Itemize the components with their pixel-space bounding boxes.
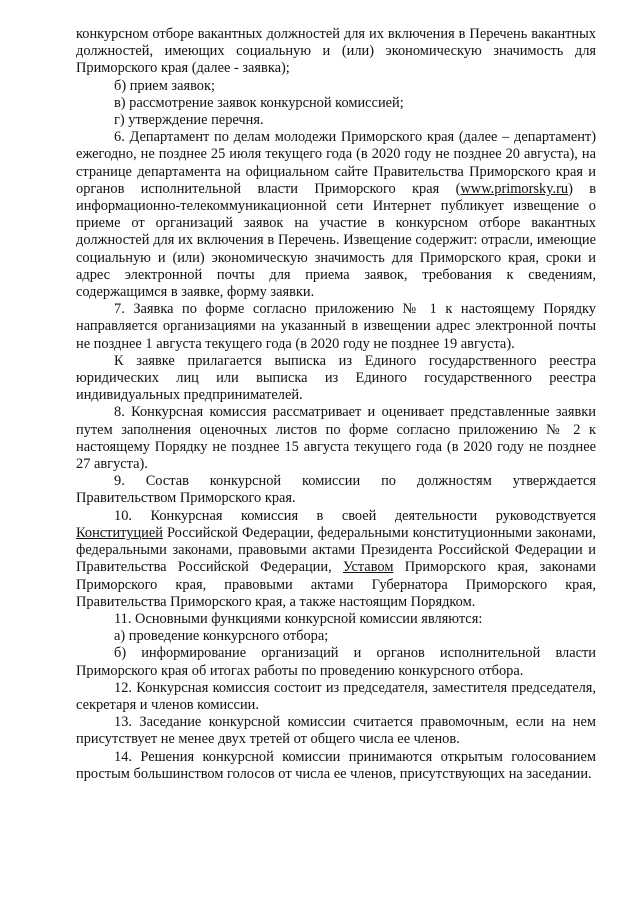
- paragraph-6-text-a: 6. Департамент по делам молодежи Приморского края (далее – департамент) ежегодно, не позднее 25 июля текущего года (в 2020 году не позднее 20 августа), на странице департамента на официальном сайте Правительства Приморского края и органов исполнительной власти Приморского края (: [76, 129, 596, 197]
- paragraph-10-text-a: 10. Конкурсная комиссия в своей деятельности руководствуется: [114, 507, 596, 524]
- paragraph-13: 13. Заседание конкурсной комиссии считается правомочным, если на нем присутствует не менее двух третей от общего числа ее членов.: [76, 714, 596, 748]
- paragraph-6: [76, 129, 596, 301]
- paragraph-7-note: К заявке прилагается выписка из Единого государственного реестра юридических лиц или выписка из Единого государственного реестра индивидуальных предпринимателей.: [76, 352, 596, 404]
- list-item-a: а) проведение конкурсного отбора;: [114, 628, 329, 645]
- paragraph-10-text-c: Приморского края, законами Приморского края, правовыми актами Губернатора Приморского края, Правительства Приморского края, а также настоящим Порядком.: [76, 559, 596, 610]
- paragraph-10: [76, 508, 596, 611]
- paragraph-6-text-b: ) в информационно-телекоммуникационной сети Интернет публикует извещение о приеме от организаций заявок на участие в конкурсном отборе вакантных должностей для их включения в Перечень. Извещение содержит: отрасли, имеющие социальную и (или) экономическую значимость для Приморского края, сроки и адрес электронной почты для приема заявок, требования к сведениям, содержащимся в заявке, форму заявки.: [76, 180, 596, 301]
- list-item-v: в) рассмотрение заявок конкурсной комиссией;: [114, 94, 404, 111]
- website-link[interactable]: www.primorsky.ru: [460, 180, 569, 197]
- paragraph-7: 7. Заявка по форме согласно приложению № 1 к настоящему Порядку направляется организациями на указанный в извещении адрес электронной почты не позднее 1 августа текущего года (в 2020 году не позднее 19 августа).: [76, 301, 596, 352]
- list-item-g: г) утверждение перечня.: [114, 112, 264, 129]
- paragraph-8: 8. Конкурсная комиссия рассматривает и оценивает представленные заявки путем заполнения оценочных листов по форме согласно приложению № 2 к настоящему Порядку не позднее 15 августа текущего года (в 2020 году не позднее 27 августа).: [76, 404, 596, 473]
- constitution-link[interactable]: Конституцией: [76, 524, 163, 541]
- paragraph-14: 14. Решения конкурсной комиссии принимаются открытым голосованием простым большинством голосов от числа ее членов, присутствующих на заседании.: [76, 748, 596, 782]
- list-item-b2: б) информирование организаций и органов исполнительной власти Приморского края об итогах работы по проведению конкурсного отбора.: [76, 645, 596, 679]
- paragraph-12: 12. Конкурсная комиссия состоит из председателя, заместителя председателя, секретаря и членов комиссии.: [76, 679, 596, 713]
- charter-link[interactable]: Уставом: [343, 559, 394, 576]
- paragraph: конкурсном отборе вакантных должностей для их включения в Перечень вакантных должностей, имеющих социальную и (или) экономическую значимость для Приморского края (далее - заявка);: [76, 26, 596, 77]
- paragraph-11: 11. Основными функциями конкурсной комиссии являются:: [114, 610, 483, 627]
- document-page: [76, 26, 596, 783]
- list-item-b: б) прием заявок;: [114, 77, 215, 94]
- paragraph-10-text-b: Российской Федерации, федеральными конституционными законами, федеральными законами, правовыми актами Президента Российской Федерации и Правительства Российской Федерации,: [76, 524, 596, 576]
- paragraph-9: 9. Состав конкурсной комиссии по должностям утверждается Правительством Приморского края.: [76, 473, 596, 507]
